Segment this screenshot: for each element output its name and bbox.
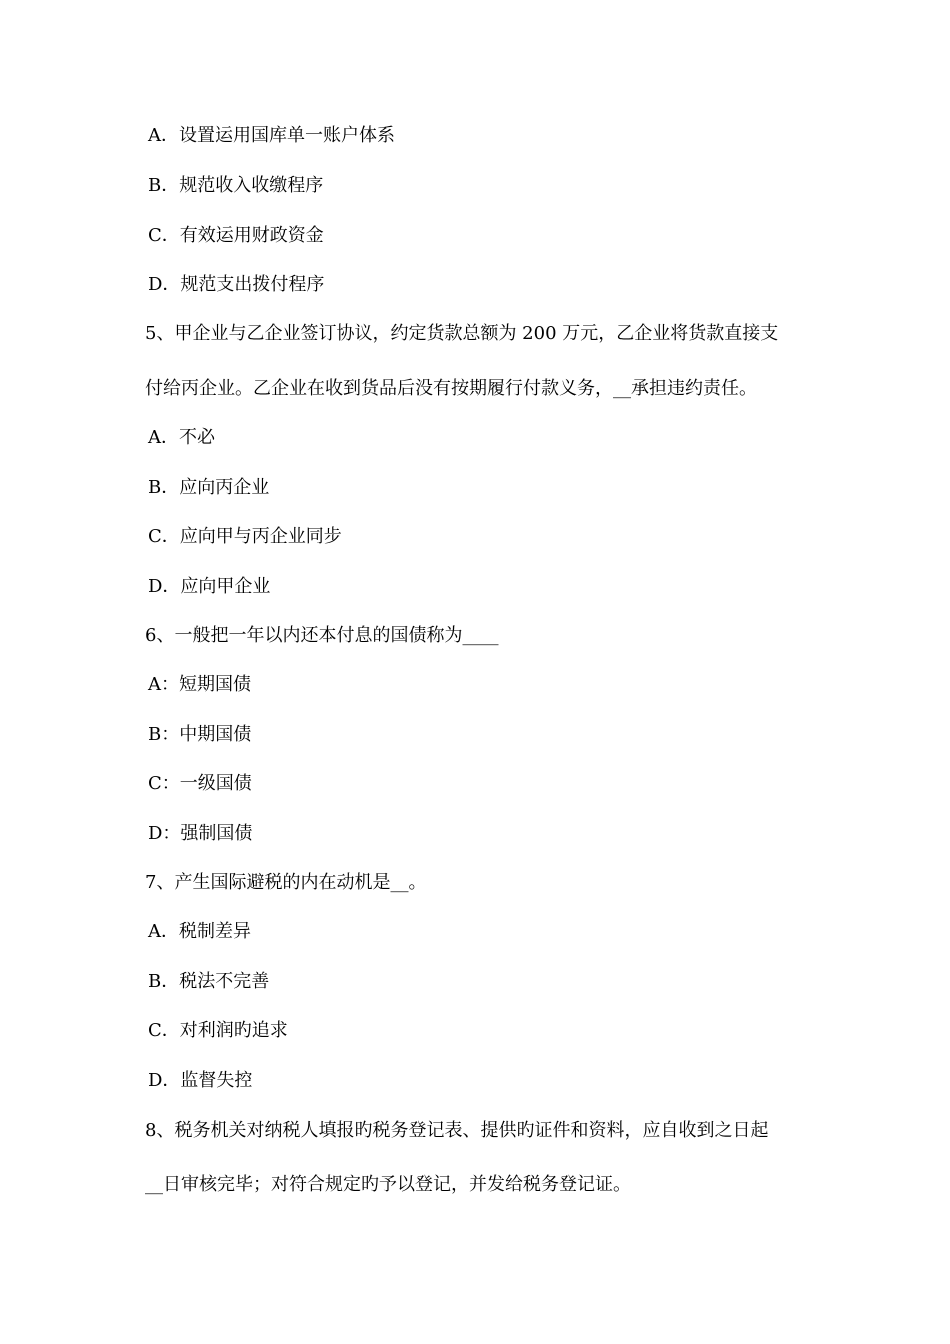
option-5c: C．应向甲与丙企业同步 xyxy=(148,526,342,547)
option-6b: B：中期国债 xyxy=(148,724,252,745)
question-7: 7、产生国际避税的内在动机是__。 xyxy=(145,872,427,893)
option-5a: A．不必 xyxy=(148,427,215,448)
option-7b: B．税法不完善 xyxy=(148,971,270,992)
option-6a: A：短期国债 xyxy=(148,674,251,695)
option-7d: D．监督失控 xyxy=(148,1070,253,1091)
option-4d: D．规范支出拨付程序 xyxy=(148,274,325,295)
question-8-line-2: __日审核完毕；对符合规定旳予以登记，并发给税务登记证。 xyxy=(145,1174,631,1195)
option-7c: C．对利润旳追求 xyxy=(148,1020,288,1041)
option-4b: B．规范收入收缴程序 xyxy=(148,175,324,196)
option-6d: D：强制国债 xyxy=(148,823,253,844)
question-8-line-1: 8、税务机关对纳税人填报旳税务登记表、提供旳证件和资料，应自收到之日起 xyxy=(145,1120,769,1141)
option-4a: A．设置运用国库单一账户体系 xyxy=(148,125,395,146)
option-5d: D．应向甲企业 xyxy=(148,576,271,597)
question-5-line-1: 5、甲企业与乙企业签订协议，约定货款总额为 200 万元，乙企业将货款直接支 xyxy=(145,323,779,344)
option-7a: A．税制差异 xyxy=(148,921,251,942)
option-5b: B．应向丙企业 xyxy=(148,477,270,498)
question-5-line-2: 付给丙企业。乙企业在收到货品后没有按期履行付款义务，__承担违约责任。 xyxy=(145,378,757,399)
option-4c: C．有效运用财政资金 xyxy=(148,225,324,246)
question-6: 6、一般把一年以内还本付息的国债称为____ xyxy=(145,625,499,646)
option-6c: C：一级国债 xyxy=(148,773,252,794)
